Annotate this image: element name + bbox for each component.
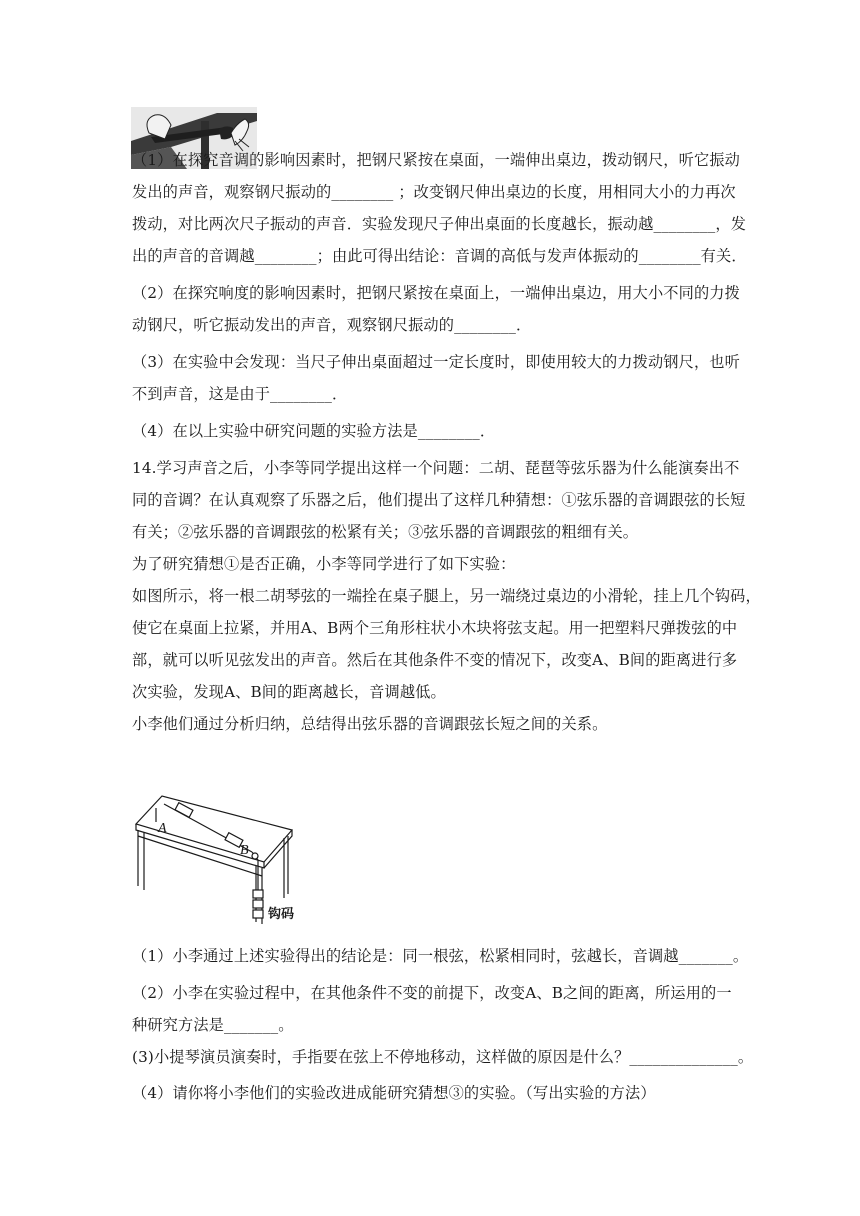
p14-para2: 为了研究猜想①是否正确，小李等同学进行了如下实验： [132,555,516,573]
p14-para4: 小李他们通过分析归纳，总结得出弦乐器的音调跟弦长短之间的关系。 [132,715,608,733]
p14-para3-line4: 次实验，发现A、B间的距离越长，音调越低。 [132,683,446,701]
p14-q2-line2: 种研究方法是_______。 [132,1016,294,1034]
p13-q1-line1: （1）在探究音调的影响因素时，把钢尺紧按在桌面，一端伸出桌边，拨动钢尺，听它振动 [132,151,740,169]
p13-q1-line2: 发出的声音，观察钢尺振动的________ ；改变钢尺伸出桌边的长度，用相同大小的力再次 [132,183,736,201]
p14-q2-line1: （2）小李在实验过程中，在其他条件不变的前提下，改变A、B之间的距离，所运用的一 [132,984,732,1002]
label-weights: 钩码 [268,907,295,922]
p14-intro-line1: 14.学习声音之后，小李等同学提出这样一个问题：二胡、琵琶等弦乐器为什么能演奏出不 [132,459,740,477]
p13-q1-line3: 拨动，对比两次尺子振动的声音．实验发现尺子伸出桌面的长度越长，振动越________，发 [132,215,747,233]
p13-q1-line4: 出的声音的音调越________；由此可得出结论：音调的高低与发声体振动的________有关． [132,247,747,265]
string-table-diagram [128,790,304,930]
p14-para3-line3: 部，就可以听见弦发出的声音。然后在其他条件不变的情况下，改变A、B间的距离进行多 [132,651,738,669]
p13-q3-line2: 不到声音，这是由于________． [132,385,348,403]
p13-q4-line1: （4）在以上实验中研究问题的实验方法是________． [132,422,496,440]
p14-q4: （4）请你将小李他们的实验改进成能研究猜想③的实验。（写出实验的方法） [132,1084,656,1102]
p14-intro-line2: 同的音调？在认真观察了乐器之后，他们提出了这样几种猜想：①弦乐器的音调跟弦的长短 [132,491,746,509]
p13-q2-line2: 动钢尺，听它振动发出的声音，观察钢尺振动的________． [132,316,532,334]
label-b: B [240,843,249,858]
p13-q3-line1: （3）在实验中会发现：当尺子伸出桌面超过一定长度时，即使用较大的力拨动钢尺，也听 [132,353,740,371]
p14-para3-line1: 如图所示，将一根二胡琴弦的一端拴在桌子腿上，另一端绕过桌边的小滑轮，挂上几个钩码， [132,587,761,605]
p14-intro-line3: 有关；②弦乐器的音调跟弦的松紧有关；③弦乐器的音调跟弦的粗细有关。 [132,523,639,541]
p13-q2-line1: （2）在探究响度的影响因素时，把钢尺紧按在桌面上，一端伸出桌边，用大小不同的力拨 [132,284,740,302]
label-a: A [158,821,167,836]
p14-para3-line2: 使它在桌面上拉紧，并用A、B两个三角形柱状小木块将弦支起。用一把塑料尺弹拨弦的中 [132,619,738,637]
p14-q3: (3)小提琴演员演奏时，手指要在弦上不停地移动，这样做的原因是什么？______________。 [132,1048,754,1066]
p14-q1: （1）小李通过上述实验得出的结论是：同一根弦，松紧相同时，弦越长，音调越_______。 [132,947,749,965]
